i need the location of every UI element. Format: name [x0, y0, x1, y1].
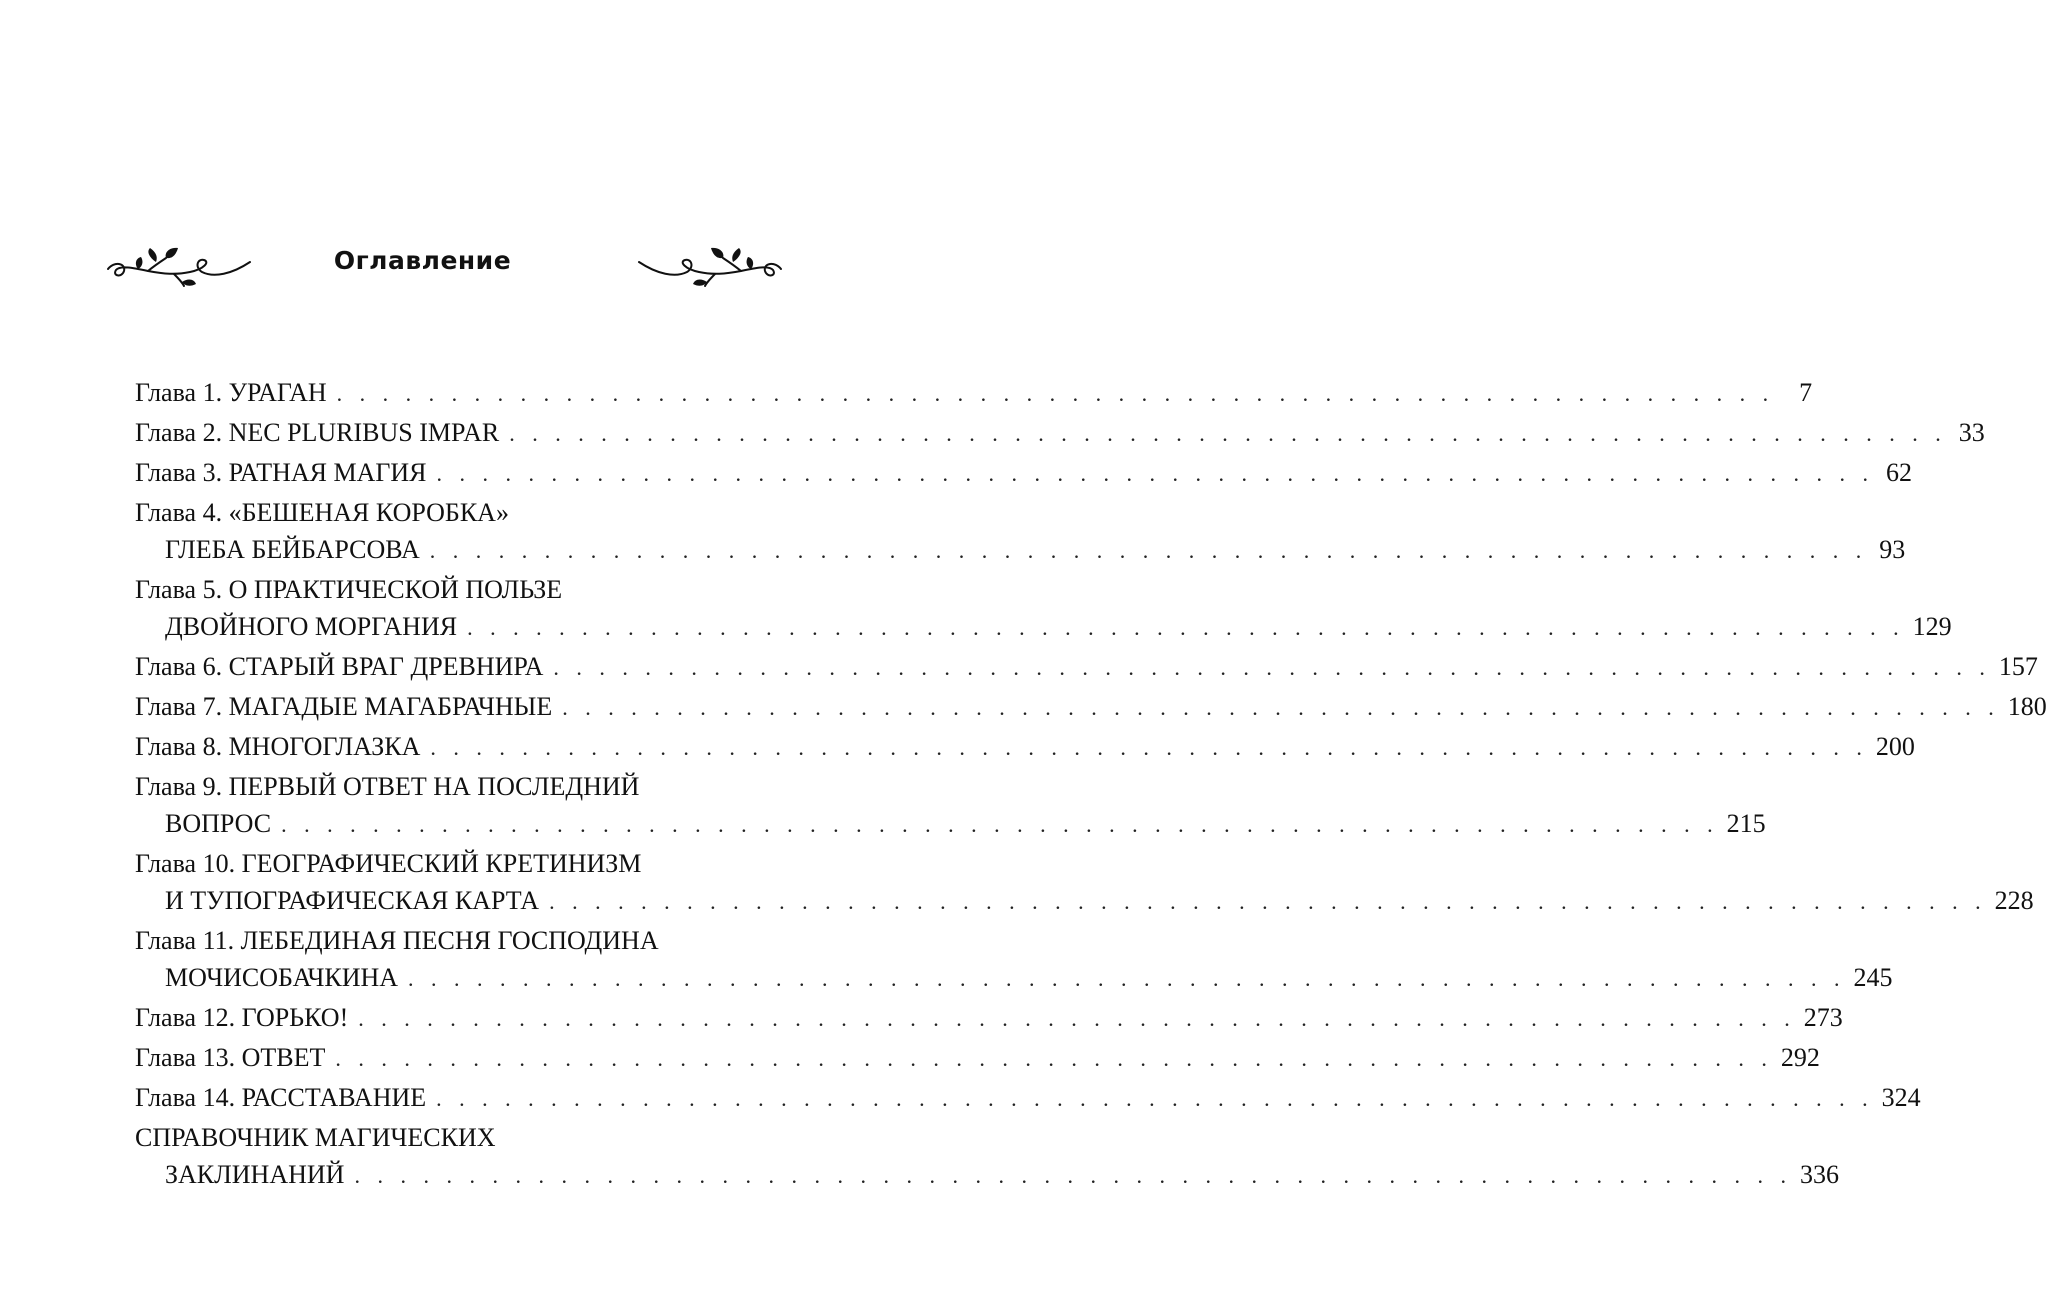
toc-entry-continuation-line — [135, 608, 1952, 645]
chapter-title: ВОПРОС — [165, 809, 272, 838]
toc-entry-continuation-line — [135, 531, 1906, 568]
toc-entry-line — [135, 648, 2038, 685]
toc-entry-line — [135, 768, 756, 805]
chapter-title: И ТУПОГРАФИЧЕСКАЯ КАРТА — [165, 886, 540, 915]
page-number: 273 — [1803, 1003, 1843, 1032]
toc-entry — [135, 1119, 1839, 1193]
chapter-title: Глава 14. РАССТАВАНИЕ — [135, 1083, 427, 1112]
page-number: 180 — [2007, 692, 2047, 721]
toc-entry — [135, 768, 1766, 842]
chapter-title: Глава 5. О ПРАКТИЧЕСКОЙ ПОЛЬЗЕ — [135, 575, 563, 604]
page-number: 292 — [1780, 1043, 1820, 1072]
toc-entry — [135, 1079, 1921, 1116]
chapter-title: Глава 1. УРАГАН — [135, 378, 327, 407]
toc-entry — [135, 728, 1915, 765]
page-number: 93 — [1879, 535, 1906, 564]
right-vine-ornament-icon — [635, 242, 785, 288]
dot-leader: . . . . . . . . . . . . . . . . . . . . . . . . . . . . . . . . . . . . . . . . . . . . . . . . . . . . . . . . . . . . . . . — [281, 812, 1719, 837]
toc-entry-continuation-line — [135, 805, 1766, 842]
page-number: 157 — [1998, 652, 2038, 681]
toc-entry-line — [135, 374, 1813, 411]
toc-entry-line — [135, 728, 1915, 765]
toc-entry — [135, 414, 1985, 451]
toc-entry-line — [135, 1119, 756, 1156]
dot-leader: . . . . . . . . . . . . . . . . . . . . . . . . . . . . . . . . . . . . . . . . . . . . . . . . . . . . . . . . . . . . . . . — [549, 889, 1987, 914]
toc-entry-line — [135, 414, 1985, 451]
chapter-title: ГЛЕБА БЕЙБАРСОВА — [165, 535, 420, 564]
chapter-title: Глава 7. МАГАДЫЕ МАГАБРАЧНЫЕ — [135, 692, 553, 721]
dot-leader: . . . . . . . . . . . . . . . . . . . . . . . . . . . . . . . . . . . . . . . . . . . . . . . . . . . . . . . . . . . . . . . — [467, 615, 1905, 640]
toc-entry — [135, 688, 2047, 725]
page-number: 7 — [1799, 378, 1813, 407]
dot-leader: . . . . . . . . . . . . . . . . . . . . . . . . . . . . . . . . . . . . . . . . . . . . . . . . . . . . . . . . . . . . . . . — [509, 421, 1947, 446]
dot-leader: . . . . . . . . . . . . . . . . . . . . . . . . . . . . . . . . . . . . . . . . . . . . . . . . . . . . . . . . . . . . . . . — [408, 966, 1846, 991]
toc-entry — [135, 374, 1813, 411]
toc-entry — [135, 999, 1843, 1036]
page-number: 62 — [1886, 458, 1913, 487]
toc-entry-line — [135, 688, 2047, 725]
page-number: 245 — [1853, 963, 1893, 992]
page-number: 215 — [1726, 809, 1766, 838]
page-number: 336 — [1799, 1160, 1839, 1189]
dot-leader: . . . . . . . . . . . . . . . . . . . . . . . . . . . . . . . . . . . . . . . . . . . . . . . . . . . . . . . . . . . . . . . — [429, 538, 1868, 563]
dot-leader: . . . . . . . . . . . . . . . . . . . . . . . . . . . . . . . . . . . . . . . . . . . . . . . . . . . . . . . . . . . . . . . — [562, 695, 2000, 720]
chapter-title: Глава 2. NEC PLURIBUS IMPAR — [135, 418, 500, 447]
toc-entry-line — [135, 1039, 1820, 1076]
chapter-title: ЗАКЛИНАНИЙ — [165, 1160, 345, 1189]
page-number: 200 — [1875, 732, 1915, 761]
toc-entry-continuation-line — [135, 882, 2034, 919]
toc-entry — [135, 648, 2038, 685]
toc-entry-line — [135, 922, 756, 959]
toc-entry-line — [135, 1079, 1921, 1116]
toc-entry — [135, 922, 1893, 996]
toc-entry-line — [135, 845, 756, 882]
chapter-title: ДВОЙНОГО МОРГАНИЯ — [165, 612, 458, 641]
chapter-title: МОЧИСОБАЧКИНА — [165, 963, 399, 992]
chapter-title: Глава 10. ГЕОГРАФИЧЕСКИЙ КРЕТИНИЗМ — [135, 849, 642, 878]
chapter-title: Глава 13. ОТВЕТ — [135, 1043, 326, 1072]
dot-leader: . . . . . . . . . . . . . . . . . . . . . . . . . . . . . . . . . . . . . . . . . . . . . . . . . . . . . . . . . . . . . . . — [553, 655, 1991, 680]
chapter-title: Глава 8. МНОГОГЛАЗКА — [135, 732, 421, 761]
toc-header — [0, 240, 845, 290]
chapter-title: Глава 4. «БЕШЕНАЯ КОРОБКА» — [135, 498, 509, 527]
dot-leader: . . . . . . . . . . . . . . . . . . . . . . . . . . . . . . . . . . . . . . . . . . . . . . . . . . . . . . . . . . . . . . . — [336, 381, 1775, 406]
toc-entry-line — [135, 454, 1913, 491]
dot-leader: . . . . . . . . . . . . . . . . . . . . . . . . . . . . . . . . . . . . . . . . . . . . . . . . . . . . . . . . . . . . . . . — [354, 1163, 1792, 1188]
page-number: 324 — [1881, 1083, 1921, 1112]
toc-entry-continuation-line — [135, 1156, 1839, 1193]
toc-entry-continuation-line — [135, 959, 1893, 996]
dot-leader: . . . . . . . . . . . . . . . . . . . . . . . . . . . . . . . . . . . . . . . . . . . . . . . . . . . . . . . . . . . . . . . — [335, 1046, 1773, 1071]
dot-leader: . . . . . . . . . . . . . . . . . . . . . . . . . . . . . . . . . . . . . . . . . . . . . . . . . . . . . . . . . . . . . . . — [436, 461, 1875, 486]
toc-entry — [135, 1039, 1820, 1076]
dot-leader: . . . . . . . . . . . . . . . . . . . . . . . . . . . . . . . . . . . . . . . . . . . . . . . . . . . . . . . . . . . . . . . — [430, 735, 1868, 760]
toc-entry-line — [135, 999, 1843, 1036]
dot-leader: . . . . . . . . . . . . . . . . . . . . . . . . . . . . . . . . . . . . . . . . . . . . . . . . . . . . . . . . . . . . . . . — [436, 1086, 1874, 1111]
dot-leader: . . . . . . . . . . . . . . . . . . . . . . . . . . . . . . . . . . . . . . . . . . . . . . . . . . . . . . . . . . . . . . . — [358, 1006, 1796, 1031]
chapter-title: Глава 6. СТАРЫЙ ВРАГ ДРЕВНИРА — [135, 652, 544, 681]
chapter-title: Глава 12. ГОРЬКО! — [135, 1003, 349, 1032]
chapter-title: Глава 9. ПЕРВЫЙ ОТВЕТ НА ПОСЛЕДНИЙ — [135, 772, 640, 801]
toc-entry-line — [135, 494, 756, 531]
table-of-contents — [135, 374, 2047, 1196]
chapter-title: Глава 11. ЛЕБЕДИНАЯ ПЕСНЯ ГОСПОДИНА — [135, 926, 659, 955]
toc-entry — [135, 845, 2034, 919]
toc-entry — [135, 454, 1913, 491]
page-number: 33 — [1958, 418, 1985, 447]
chapter-title: СПРАВОЧНИК МАГИЧЕСКИХ — [135, 1123, 496, 1152]
page-title: Оглавление — [333, 246, 512, 275]
toc-entry — [135, 571, 1952, 645]
page-number: 228 — [1994, 886, 2034, 915]
toc-entry-line — [135, 571, 756, 608]
page-number: 129 — [1912, 612, 1952, 641]
toc-entry — [135, 494, 1906, 568]
chapter-title: Глава 3. РАТНАЯ МАГИЯ — [135, 458, 427, 487]
